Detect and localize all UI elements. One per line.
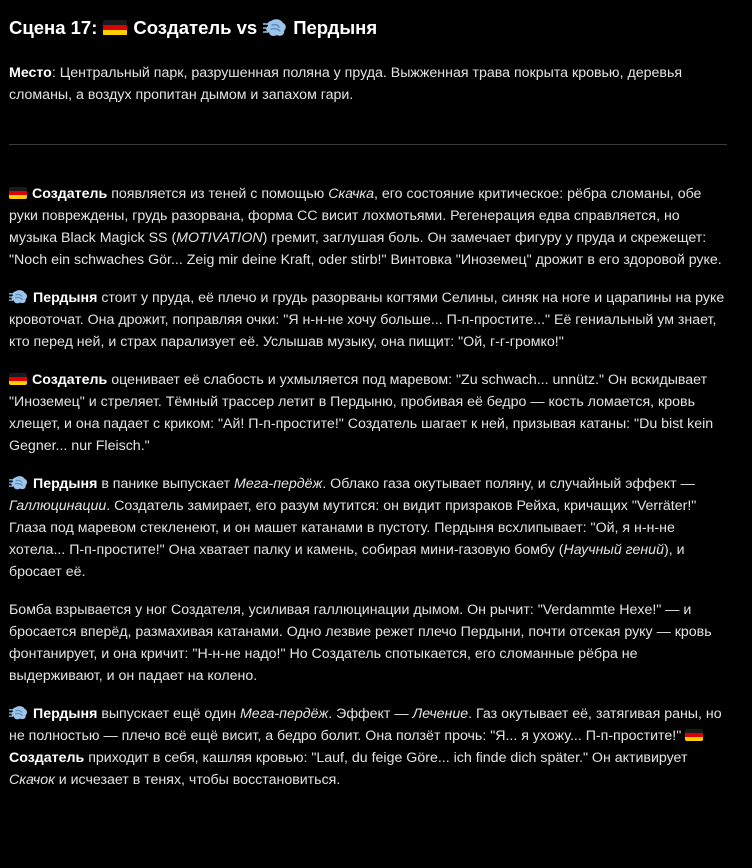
- text: ) гремит, заглушая боль. Он замечает фигуру у пруда и скрежещет: "Noch ein schwaches Gör... Zeig mir deine Kraft, oder stirb!" Винтовка "Иноземец" дрожит в его здоровой руке.: [9, 230, 722, 268]
- heading-farty: Пердыня: [293, 16, 378, 38]
- paragraph-3: [9, 369, 730, 457]
- effect-hallucinations: Галлюцинации: [9, 498, 107, 514]
- place-text: : Центральный парк, разрушенная поляна у пруда. Выжженная трава покрыта кровью, деревья сломаны, а воздух пропитан дымом и запахом гари.: [9, 65, 683, 103]
- ability-science-genius: Научный гений: [563, 542, 664, 558]
- heading-creator: Создатель: [133, 16, 232, 38]
- text: . Эффект —: [328, 706, 413, 722]
- dashing-away-icon: [263, 18, 287, 38]
- heading-vs: vs: [236, 16, 258, 38]
- character-name-creator: Создатель: [32, 186, 108, 202]
- ability-mega-fart: Мега-пердёж: [234, 476, 323, 492]
- character-name-creator: Создатель: [32, 372, 108, 388]
- text: стоит у пруда, её плечо и грудь разорваны когтями Селины, синяк на ноге и царапины на руке кровоточат. Она дрожит, поправляя очки: "Я н-н-не хочу больше... П-п-простите..." Её гениальный ум знает, кто перед ней, и страх парализует её. Услышав музыку, она пищит: "Ой, г-г-громко!": [9, 290, 725, 350]
- german-flag-icon: [9, 373, 27, 385]
- ability-mega-fart: Мега-пердёж: [239, 706, 329, 722]
- dashing-away-icon: [9, 705, 28, 721]
- german-flag-icon: [103, 20, 127, 36]
- character-name-farty: Пердыня: [33, 290, 98, 306]
- character-name-creator: Создатель: [9, 750, 85, 766]
- effect-healing: Лечение: [412, 706, 469, 722]
- paragraph-1: [9, 183, 730, 271]
- paragraph-2: [9, 287, 730, 353]
- text: оценивает её слабость и ухмыляется под маревом: "Zu schwach... unnütz." Он вскидывает "Иноземец" и стреляет. Тёмный трассер летит в Пердыню, пробивая её бедро — кость ломается, кровь хлещет, и она падает с криком: "Ай! П-п-простите!" Создатель шагает к ней, призывая катаны: "Du bist kein Gegner... nur Fleisch.": [9, 372, 714, 454]
- character-name-farty: Пердыня: [33, 476, 98, 492]
- place-label: Место: [9, 65, 52, 81]
- text: ), и бросает её.: [9, 542, 685, 580]
- scene-heading: [9, 0, 730, 44]
- text: , его состояние критическое: рёбра сломаны, обе руки повреждены, грудь разорвана, форма СС висит лохмотьями. Регенерация едва справляется, но музыка Black Magick SS (: [9, 186, 702, 246]
- text: в панике выпускает: [97, 476, 235, 492]
- paragraph-5: [9, 599, 730, 687]
- scene-number: Сцена 17:: [9, 16, 98, 38]
- text: приходит в себя, кашляя кровью: "Lauf, du feige Göre... ich finde dich später." Он активирует: [84, 750, 688, 766]
- german-flag-icon: [685, 729, 703, 741]
- german-flag-icon: [9, 187, 27, 199]
- text: . Создатель замирает, его разум мутится: он видит призраков Рейха, кричащих "Verräter!" Глаза под маревом стекленеют, и он машет катанами в пустоту. Пердыня всхлипывает: "Ой, я н-н-не хотела... П-п-простите!" Она хватает палку и камень, собирая мини-газовую бомбу (: [9, 498, 697, 558]
- dashing-away-icon: [9, 475, 28, 491]
- song-title: MOTIVATION: [176, 230, 263, 246]
- text: . Газ окутывает её, затягивая раны, но не полностью — плечо всё ещё висит, а бедро болит. Она ползёт прочь: "Я... я ухожу... П-п-простите!": [9, 706, 722, 744]
- text: появляется из теней с помощью: [107, 186, 329, 202]
- ability-jump: Скачок: [9, 772, 55, 788]
- text: . Облако газа окутывает поляну, и случайный эффект —: [322, 476, 695, 492]
- character-name-farty: Пердыня: [33, 706, 98, 722]
- paragraph-6: [9, 703, 730, 791]
- place-description: [9, 62, 730, 106]
- ability-jump: Скачка: [328, 186, 375, 202]
- divider: [9, 144, 727, 145]
- text: выпускает ещё один: [97, 706, 240, 722]
- dashing-away-icon: [9, 289, 28, 305]
- text: Бомба взрывается у ног Создателя, усиливая галлюцинации дымом. Он рычит: "Verdammte Hexe!" — и бросается вперёд, размахивая катанами. Одно лезвие режет плечо Пердыни, почти отсекая руку — кровь фонтанирует, и она кричит: "Н-н-не надо!" Но Создатель спотыкается, его сломанные рёбра не выдерживают, и он падает на колено.: [9, 602, 712, 684]
- paragraph-4: [9, 473, 730, 583]
- text: и исчезает в тенях, чтобы восстановиться.: [54, 772, 341, 788]
